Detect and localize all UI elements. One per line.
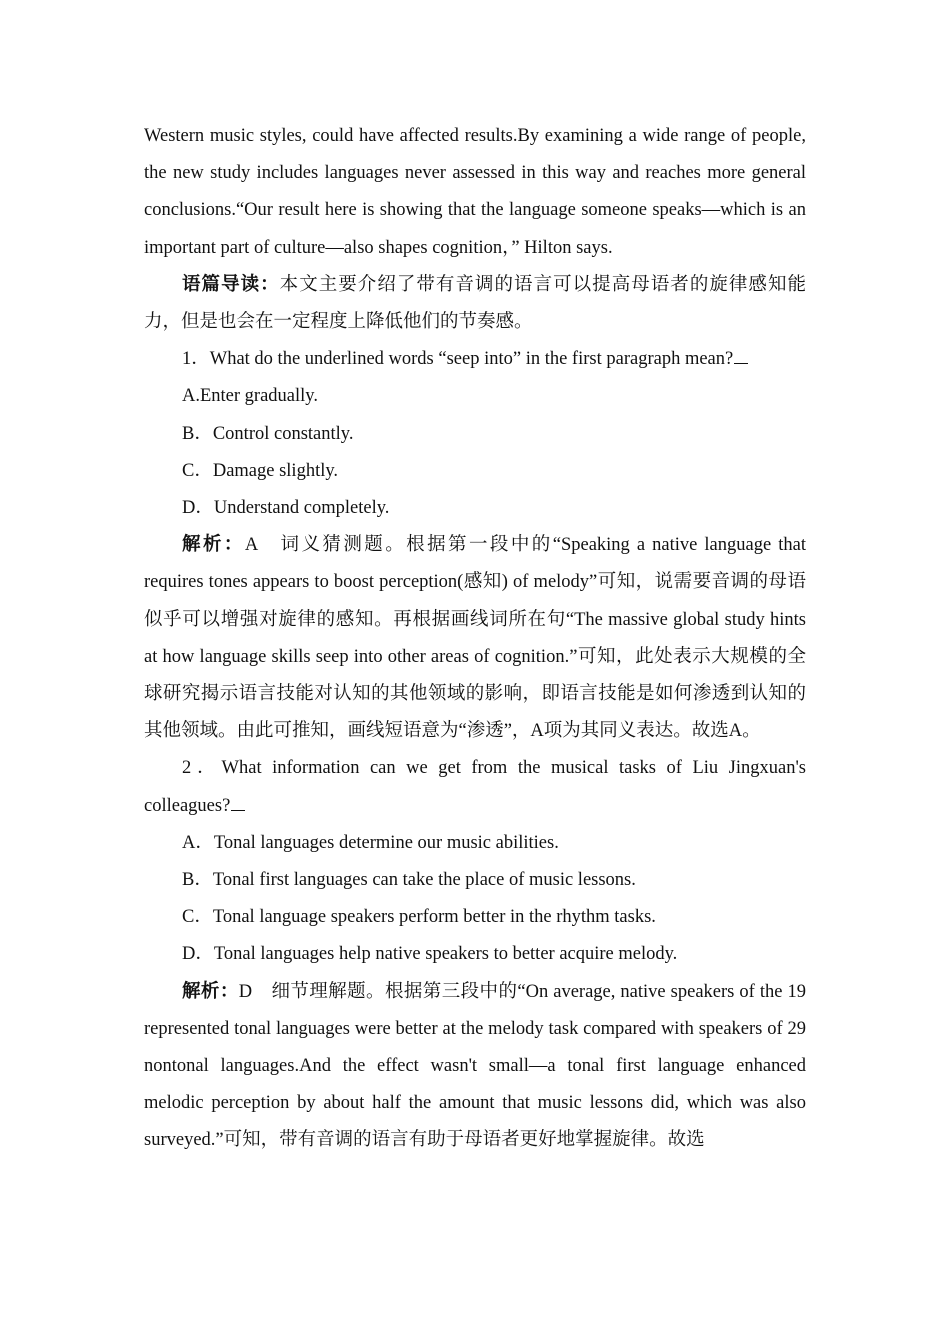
analysis-label: 解析：	[182, 535, 245, 556]
passage-tail: Western music styles, could have affected results.By examining a wide range of people, the new study includes languages never assessed in this way and reaches more general conclusions.“Our result here is showing that the language someone speaks—which is an important part of culture—also shapes cognition，” Hilton says.	[144, 126, 806, 258]
question-1-stem-text: 1．What do the underlined words “seep into” in the first paragraph mean?	[182, 349, 734, 370]
question-1-option-b: B．Control constantly.	[182, 423, 354, 444]
reading-guide-text: 本文主要介绍了带有音调的语言可以提高母语者的旋律感知能力，但是也会在一定程度上降低他们的节奏感。	[144, 274, 806, 333]
analysis-text: D 细节理解题。根据第三段中的“On average, native speakers of the 19 represented tonal languages were better at the melody task compared with speakers of 29 nontonal languages.And the effect wasn't small—a tonal first language enhanced melodic perception by about half the amount that music lessons did, which was also surveyed.”可知，带有音调的语言有助于母语者更好地掌握旋律。故选	[144, 981, 806, 1151]
question-1-option-a: A.Enter gradually.	[182, 386, 318, 407]
answer-blank	[231, 792, 245, 811]
question-2-option-c: C．Tonal language speakers perform better in the rhythm tasks.	[182, 907, 656, 928]
question-1-stem	[144, 341, 806, 378]
answer-blank	[734, 345, 748, 364]
question-1-option-d: D．Understand completely.	[182, 498, 390, 519]
question-2-option-d: D．Tonal languages help native speakers to better acquire melody.	[182, 944, 678, 965]
question-2-stem-text: 2．What information can we get from the musical tasks of Liu Jingxuan's colleagues?	[144, 758, 806, 816]
question-1-analysis	[144, 527, 806, 750]
reading-guide	[144, 267, 806, 341]
question-2-option-b: B．Tonal first languages can take the place of music lessons.	[182, 870, 636, 891]
analysis-label: 解析：	[182, 981, 239, 1002]
question-1-option-c: C．Damage slightly.	[182, 460, 339, 481]
analysis-text: A 词义猜测题。根据第一段中的“Speaking a native language that requires tones appears to boost perception(感知) of melody”可知，说需要音调的母语似乎可以增强对旋律的感知。再根据画线词所在句“The massive global study hints at how language skills seep into other areas of cognition.”可知，此处表示大规模的全球研究揭示语言技能对认知的其他领域的影响，即语言技能是如何渗透到认知的其他领域。由此可推知，画线短语意为“渗透”，A项为其同义表达。故选A。	[144, 535, 806, 742]
document-page	[144, 118, 806, 1160]
question-2-option-a: A．Tonal languages determine our music abilities.	[182, 832, 559, 853]
question-2-stem	[144, 750, 806, 824]
question-2-analysis	[144, 974, 806, 1160]
reading-guide-label: 语篇导读：	[182, 274, 280, 295]
